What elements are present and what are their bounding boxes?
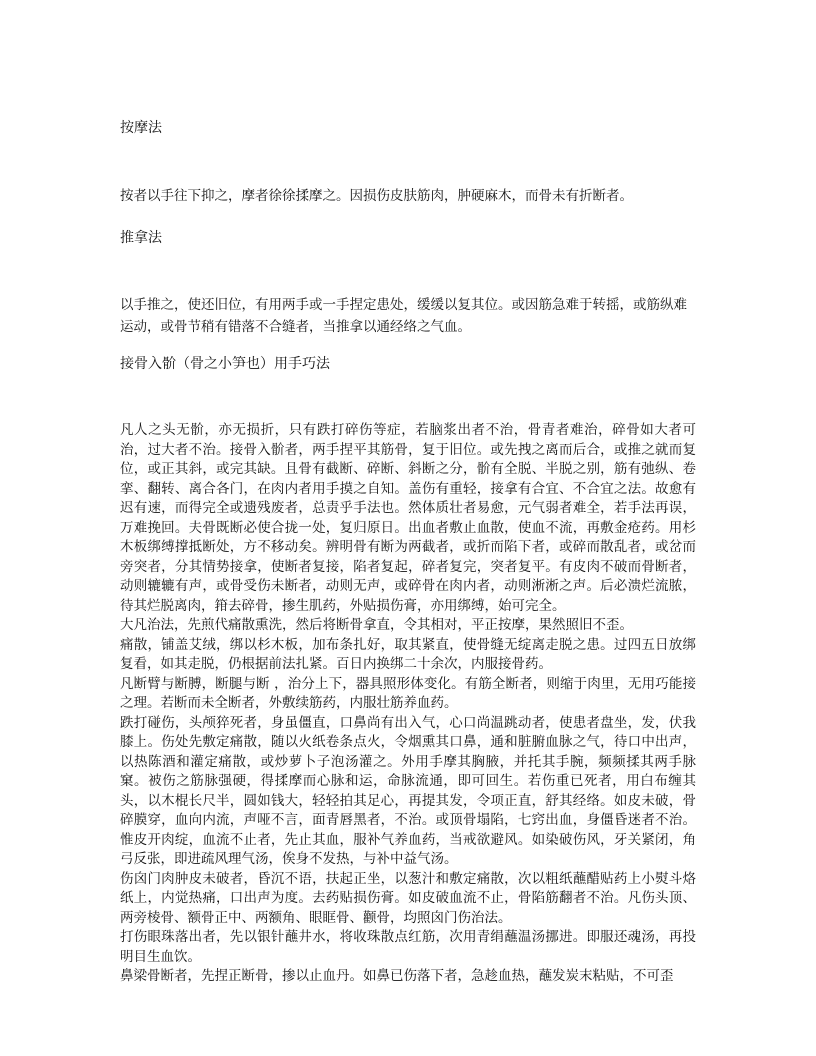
section-text-push: 以手推之，使还旧位，有用两手或一手捏定患处，缓缓以复其位。或因筋急难于转摇，或筋纵难运动，或骨节稍有错落不合缝者，当推拿以通经络之气血。 <box>120 297 687 335</box>
paragraph: 大凡治法，先煎代痛散熏洗，然后将断骨拿直，令其相对，平正按摩，果然照旧不歪。 <box>120 617 633 633</box>
section-heading-bone-setting: 接骨入骱（骨之小笋也）用手巧法 <box>120 356 330 372</box>
paragraph: 鼻梁骨断者，先捏正断骨，掺以止血丹。如鼻已伤落下者，急趁血热，蘸发炭末粘贴，不可歪 <box>120 968 674 984</box>
section-heading-massage: 按摩法 <box>120 120 162 136</box>
section-body-bone-setting <box>120 421 696 987</box>
paragraph: 打伤眼珠落出者，先以银针蘸井水，将收珠散点红筋，次用青绢蘸温汤挪进。即服还魂汤，再投明目生血饮。 <box>120 929 696 965</box>
paragraph: 凡人之头无骱，亦无损折，只有跌打碎伤等症，若脑浆出者不治，骨青者难治，碎骨如大者可治，过大者不治。接骨入骱者，两手捏平其筋骨，复于旧位。或先拽之离而后合，或推之就而复位，或正其斜，或完其缺。且骨有截断、碎断、斜断之分，骱有全脱、半脱之别，筋有弛纵、卷挛、翻转、离合各门，在肉内者用手摸之自知。盖伤有重轻，接拿有合宜、不合宜之法。故愈有迟有速，而得完全或遗残废者，总责乎手法也。然体质壮者易愈，元气弱者难全，若手法再误，万难挽回。夫骨既断必使合拢一处，复归原日。出血者敷止血散，使血不流，再敷金疮药。用杉木板绑缚撑抵断处，方不移动矣。辨明骨有断为两截者，或折而陷下者，或碎而散乱者，或岔而旁突者，分其情势接拿，使断者复接，陷者复起，碎者复完，突者复平。有皮肉不破而骨断者，动则辘辘有声，或骨受伤未断者，动则无声，或碎骨在肉内者，动则淅淅之声。后必溃烂流脓，待其烂脱离肉，箝去碎骨，掺生肌药，外贴损伤膏，亦用绑缚，始可完全。 <box>120 422 696 614</box>
paragraph: 凡断臂与断膊，断腿与断 ，治分上下，器具照形体变化。有筋全断者，则缩于肉里，无用巧能接之理。若断而未全断者，外敷续筋药，内服壮筋养血药。 <box>120 675 696 711</box>
paragraph: 跌打碰伤，头颅猝死者，身虽僵直，口鼻尚有出入气，心口尚温跳动者，使患者盘坐，发，伏我膝上。伤处先敷定痛散，随以火纸卷条点火，令烟熏其口鼻，通和脏腑血脉之气，待口中出声，以热陈酒和灌定痛散，或炒萝卜子泡汤灌之。外用手摩其胸腋，并托其手腕，频频揉其两手脉窠。被伤之筋脉强硬，得揉摩而心脉和运，命脉流通，即可回生。若伤重已死者，用白布缠其头，以木棍长尺半，圆如钱大，轻轻拍其足心，再提其发，令项正直，舒其经络。如皮未破，骨碎膜穿，血向内流，声哑不言，面青唇黑者，不治。或顶骨塌陷，七窍出血，身僵昏迷者不治。惟皮开肉绽，血流不止者，先止其血，服补气养血药，当戒欲避风。如染破伤风，牙关紧闭，角弓反张，即进疏风理气汤，俟身不发热，与补中益气汤。 <box>120 714 696 867</box>
section-heading-push: 推拿法 <box>120 230 162 246</box>
paragraph: 痛散，铺盖艾绒，绑以杉木板，加布条扎好，取其紧直，使骨缝无绽离走脱之患。过四五日放绑复看，如其走脱，仍根据前法扎紧。百日内换绑二十余次，内服接骨药。 <box>120 636 696 672</box>
section-text-massage: 按者以手往下抑之，摩者徐徐揉摩之。因损伤皮肤筋肉，肿硬麻木，而骨未有折断者。 <box>120 188 633 204</box>
paragraph: 伤囟门肉肿皮未破者，昏沉不语，扶起正坐，以葱汁和敷定痛散，次以粗纸蘸醋贴药上小熨斗烙纸上，内觉热痛，口出声为度。去药贴损伤膏。如皮破血流不止，骨陷筋翻者不治。凡伤头顶、两旁棱骨、额骨正中、两额角、眼眶骨、颧骨，均照囟门伤治法。 <box>120 870 696 926</box>
